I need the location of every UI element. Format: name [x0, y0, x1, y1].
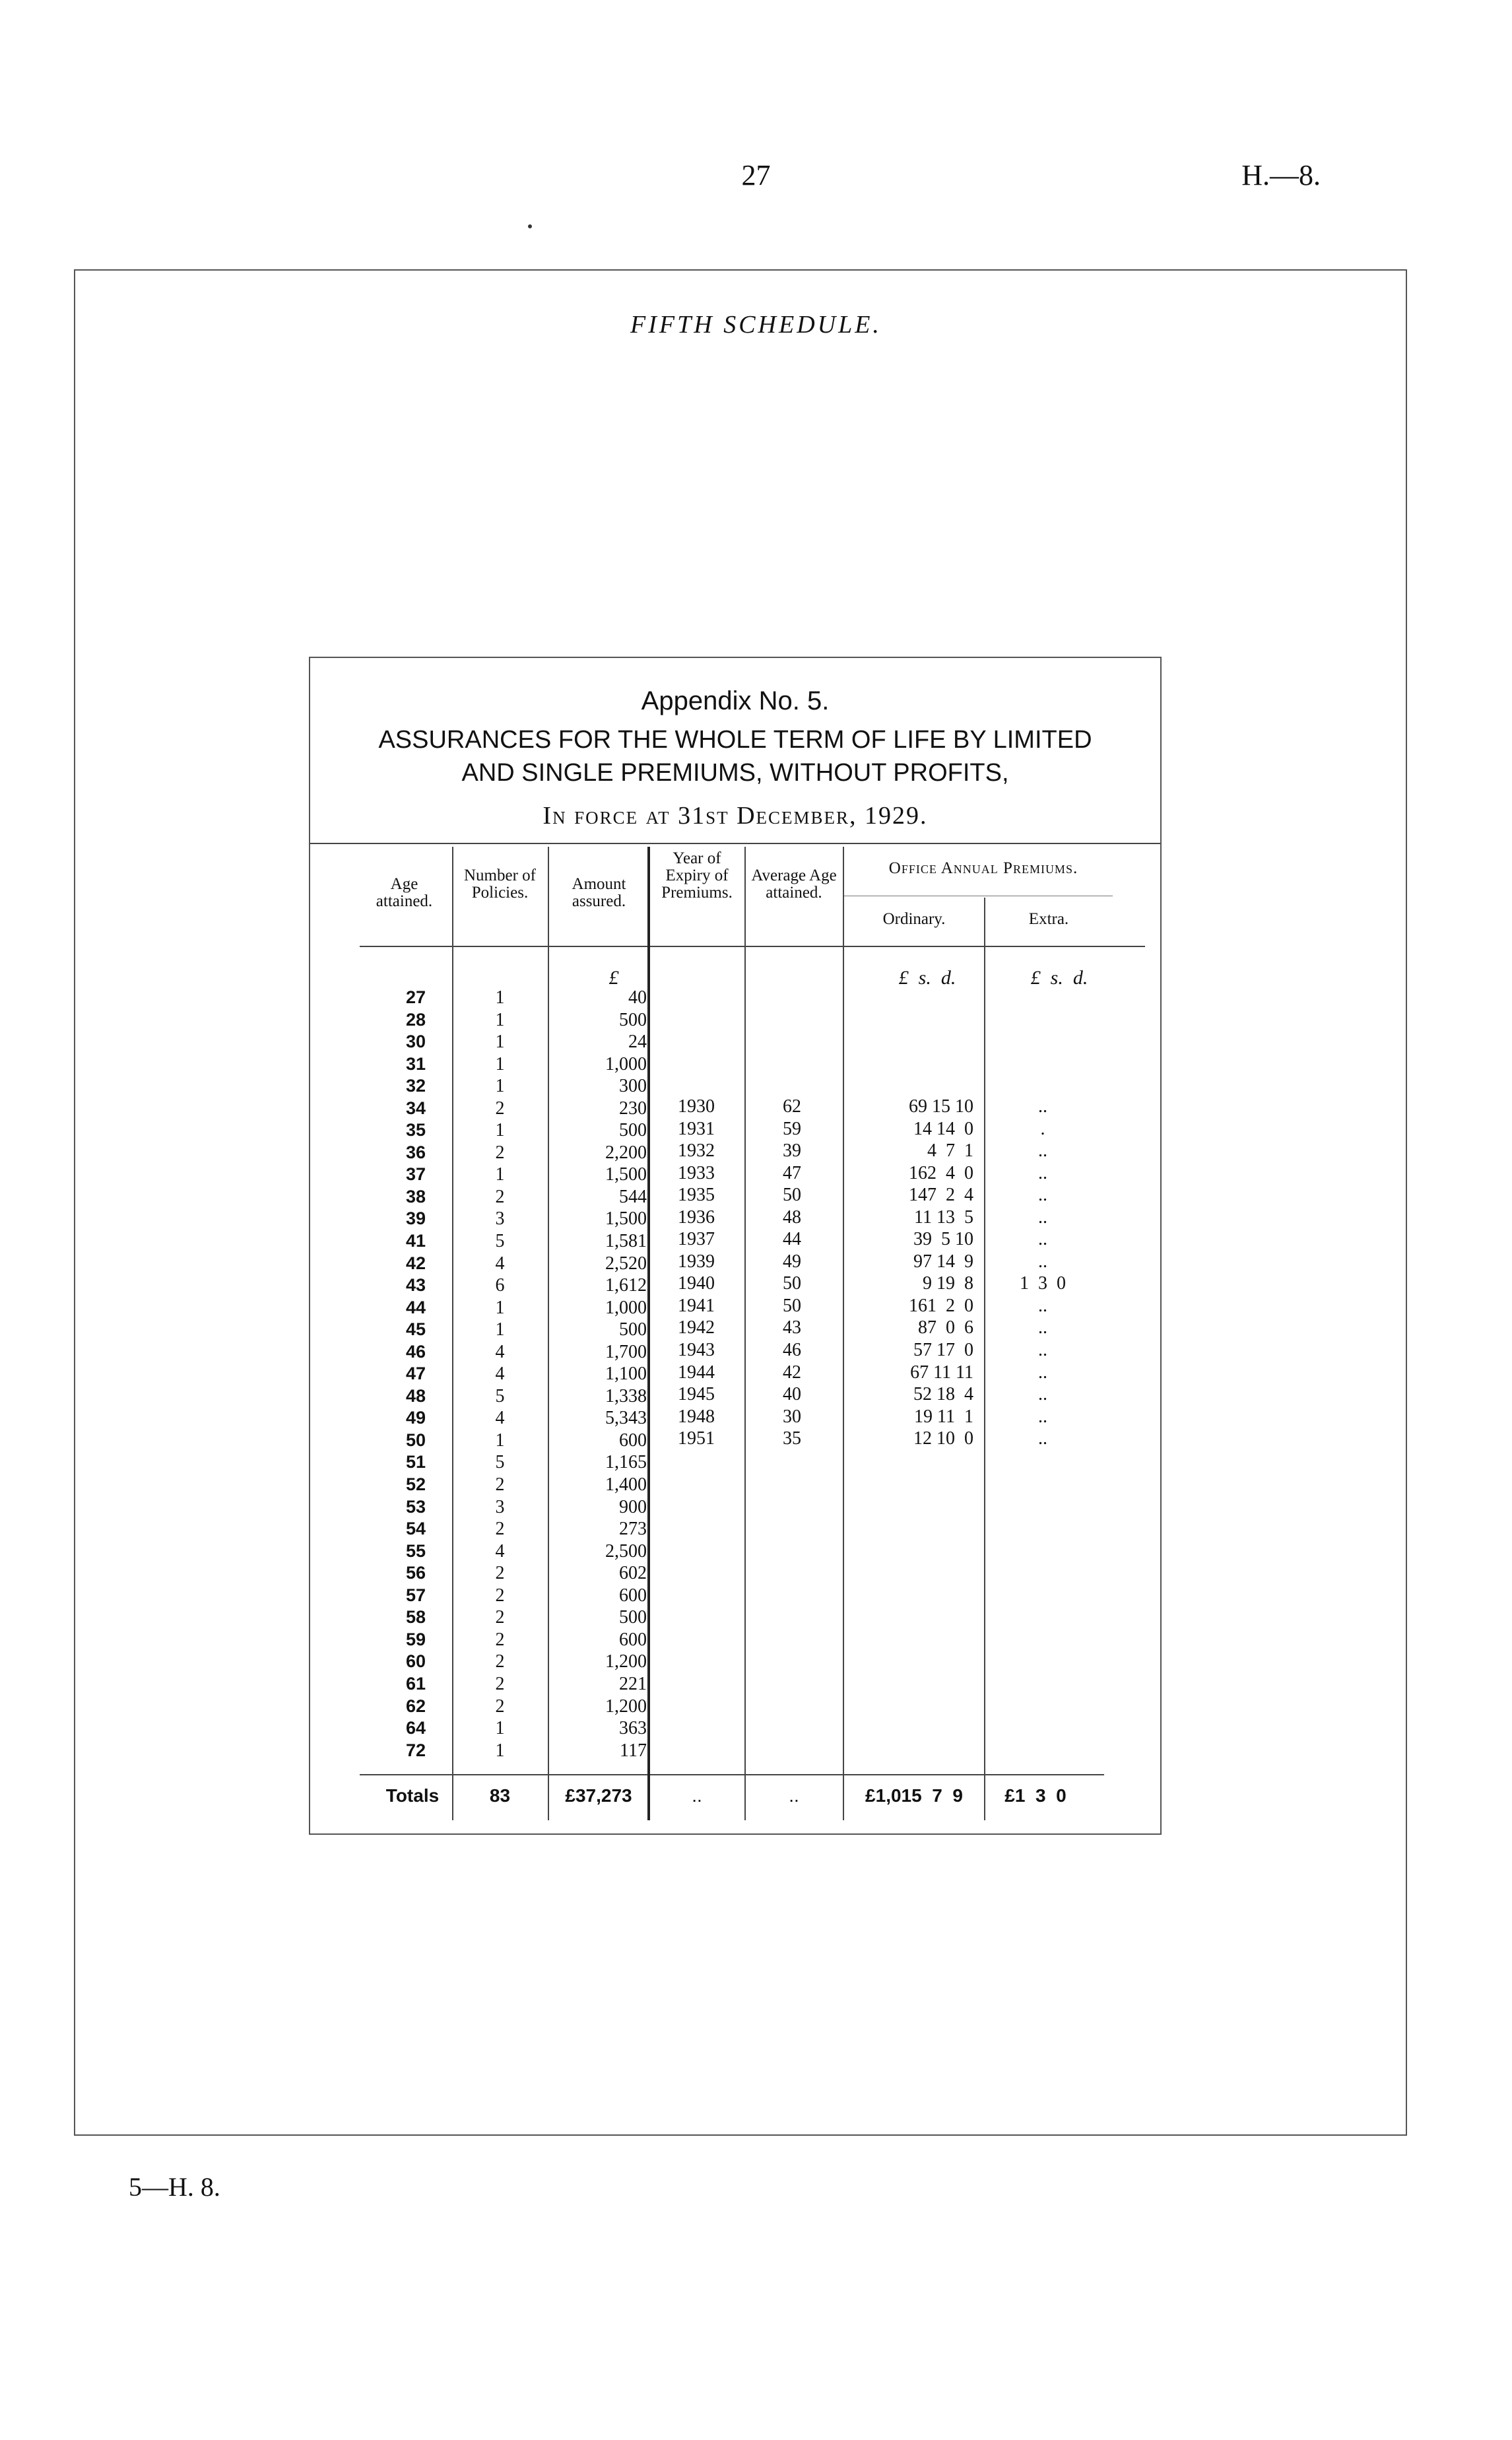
amount-cell: 1,500	[605, 1164, 647, 1185]
number-cell: 5	[495, 1452, 505, 1473]
totals-year: ..	[692, 1785, 702, 1806]
age-cell: 44	[405, 1297, 426, 1317]
age-cell: 56	[405, 1563, 426, 1583]
totals-number: 83	[489, 1785, 511, 1806]
amount-cell: 500	[619, 1607, 647, 1628]
age-cell: 62	[405, 1696, 426, 1716]
number-cell: 1	[495, 1297, 505, 1318]
age-cell: 72	[405, 1740, 426, 1760]
amount-cell: 500	[619, 1120, 647, 1141]
age-cell: 27	[405, 987, 426, 1007]
header-top-rule	[310, 843, 1160, 844]
extra-cell: 1 3 0	[1020, 1273, 1066, 1294]
average-cell: 48	[783, 1206, 801, 1228]
average-age-column	[746, 1096, 838, 1450]
age-cell: 51	[405, 1452, 426, 1472]
number-cell: 4	[495, 1540, 505, 1562]
header-average: Average Age attained.	[751, 867, 837, 902]
amount-cell: 602	[619, 1563, 647, 1584]
extra-cell: ..	[1038, 1096, 1047, 1117]
column-rule	[548, 847, 549, 1820]
header-ordinary: Ordinary.	[882, 910, 946, 928]
extra-cell: ..	[1038, 1206, 1047, 1228]
average-cell: 50	[783, 1273, 801, 1294]
ordinary-cell: 19 11 1	[914, 1406, 973, 1427]
number-cell: 1	[495, 1430, 505, 1451]
age-cell: 28	[405, 1009, 426, 1030]
ordinary-cell: 162 4 0	[909, 1162, 973, 1183]
ordinary-cell: 67 11 11	[910, 1362, 973, 1383]
age-cell: 59	[405, 1629, 426, 1649]
amount-cell: 221	[619, 1673, 647, 1694]
extra-cell: ..	[1038, 1251, 1047, 1272]
year-cell: 1945	[678, 1384, 715, 1405]
age-cell: 55	[405, 1540, 426, 1561]
age-cell: 34	[405, 1098, 426, 1118]
year-column	[650, 1096, 742, 1450]
amount-cell: 273	[619, 1519, 647, 1540]
number-cell: 2	[495, 1186, 505, 1207]
amount-cell: 1,338	[605, 1385, 647, 1406]
number-cell: 2	[495, 1563, 505, 1584]
header-amount: Amount assured.	[572, 875, 626, 910]
ordinary-cell: 14 14 0	[913, 1118, 973, 1139]
amount-cell: 1,700	[605, 1341, 647, 1362]
number-cell: 2	[495, 1696, 505, 1717]
average-cell: 42	[783, 1362, 801, 1383]
amount-cell: 544	[619, 1186, 647, 1207]
age-cell: 52	[405, 1474, 426, 1495]
number-cell: 1	[495, 1319, 505, 1340]
appendix-heading-line1: ASSURANCES FOR THE WHOLE TERM OF LIFE BY LIMITED	[378, 726, 1092, 754]
number-cell: 1	[495, 1164, 505, 1185]
amount-cell: 1,612	[605, 1275, 647, 1296]
extra-cell: ..	[1038, 1185, 1047, 1206]
number-cell: 3	[495, 1496, 505, 1517]
ordinary-cell: 57 17 0	[913, 1340, 973, 1361]
extra-cell: ..	[1038, 1229, 1047, 1250]
number-cell: 2	[495, 1585, 505, 1606]
year-cell: 1932	[678, 1140, 715, 1162]
year-cell: 1937	[678, 1229, 715, 1250]
extra-cell: .	[1040, 1118, 1045, 1139]
amount-cell: 1,500	[605, 1208, 647, 1230]
ordinary-cell: 69 15 10	[909, 1096, 973, 1117]
age-cell: 50	[405, 1430, 426, 1450]
amount-cell: 1,200	[605, 1696, 647, 1717]
amount-cell: 600	[619, 1629, 647, 1650]
column-rule	[843, 847, 844, 1820]
ordinary-cell: 9 19 8	[918, 1273, 973, 1294]
amount-cell: 1,165	[605, 1452, 647, 1473]
number-cell: 1	[495, 1009, 505, 1030]
amount-cell: 300	[619, 1076, 647, 1097]
amount-cell: 230	[619, 1098, 647, 1119]
extra-cell: ..	[1038, 1384, 1047, 1405]
footer-reference: 5—H. 8.	[129, 2172, 220, 2202]
number-cell: 1	[495, 1076, 505, 1097]
amount-cell: 1,000	[605, 1297, 647, 1318]
year-cell: 1942	[678, 1317, 715, 1338]
extra-cell: ..	[1038, 1295, 1047, 1316]
totals-ordinary: £1,015 7 9	[865, 1785, 963, 1806]
ink-speck	[528, 224, 532, 228]
number-cell: 2	[495, 1519, 505, 1540]
extra-cell: ..	[1038, 1140, 1047, 1162]
number-cell: 3	[495, 1208, 505, 1230]
age-cell: 46	[405, 1341, 426, 1362]
number-column	[455, 987, 544, 1762]
average-cell: 35	[783, 1428, 801, 1449]
amount-cell: 2,200	[605, 1142, 647, 1163]
number-cell: 1	[495, 1053, 505, 1074]
year-cell: 1943	[678, 1340, 715, 1361]
document-reference: H.—8.	[1241, 159, 1321, 191]
amount-cell: 900	[619, 1496, 647, 1517]
year-cell: 1941	[678, 1295, 715, 1316]
year-cell: 1935	[678, 1185, 715, 1206]
amount-cell: 24	[628, 1032, 647, 1053]
ordinary-cell: 87 0 6	[918, 1317, 973, 1338]
amount-cell: 40	[628, 987, 647, 1008]
amount-cell: 500	[619, 1319, 647, 1340]
average-cell: 50	[783, 1185, 801, 1206]
number-cell: 2	[495, 1651, 505, 1672]
extra-premium-column	[983, 1096, 1102, 1450]
ordinary-cell: 97 14 9	[913, 1251, 973, 1272]
number-cell: 2	[495, 1142, 505, 1163]
average-cell: 30	[783, 1406, 801, 1427]
number-cell: 4	[495, 1253, 505, 1274]
totals-amount: £37,273	[565, 1785, 632, 1806]
header-year: Year of Expiry of Premiums.	[661, 849, 733, 902]
average-cell: 62	[783, 1096, 801, 1117]
amount-cell: 1,581	[605, 1231, 647, 1252]
number-cell: 2	[495, 1474, 505, 1496]
header-bottom-rule	[360, 946, 1145, 947]
number-cell: 6	[495, 1275, 505, 1296]
number-cell: 1	[495, 1740, 505, 1761]
age-cell: 61	[405, 1673, 426, 1694]
extra-cell: ..	[1038, 1406, 1047, 1427]
average-cell: 46	[783, 1340, 801, 1361]
amount-cell: 2,520	[605, 1253, 647, 1274]
extra-cell: ..	[1038, 1362, 1047, 1383]
header-age: Age attained.	[376, 875, 433, 910]
year-cell: 1951	[678, 1428, 715, 1449]
age-cell: 58	[405, 1607, 426, 1628]
average-cell: 47	[783, 1162, 801, 1183]
schedule-title: FIFTH SCHEDULE.	[630, 311, 882, 339]
amount-cell: 1,400	[605, 1474, 647, 1496]
amount-cell: 5,343	[605, 1408, 647, 1429]
age-cell: 31	[405, 1053, 426, 1074]
year-cell: 1948	[678, 1406, 715, 1427]
extra-cell: ..	[1038, 1340, 1047, 1361]
age-cell: 49	[405, 1408, 426, 1428]
age-cell: 48	[405, 1385, 426, 1406]
age-cell: 43	[405, 1275, 426, 1296]
year-cell: 1940	[678, 1273, 715, 1294]
appendix-heading-line2: AND SINGLE PREMIUMS, WITHOUT PROFITS,	[461, 759, 1009, 787]
age-cell: 37	[405, 1164, 426, 1185]
ordinary-cell: 52 18 4	[913, 1384, 973, 1405]
extra-cell: ..	[1038, 1428, 1047, 1449]
amount-cell: 117	[620, 1740, 647, 1761]
amount-cell: 1,000	[605, 1053, 647, 1074]
amount-cell: 1,100	[605, 1364, 647, 1385]
average-cell: 59	[783, 1118, 801, 1139]
amount-cell: 600	[619, 1430, 647, 1451]
year-cell: 1933	[678, 1162, 715, 1183]
year-cell: 1931	[678, 1118, 715, 1139]
amount-cell: 363	[619, 1718, 647, 1739]
header-extra: Extra.	[1028, 910, 1069, 928]
age-cell: 38	[405, 1186, 426, 1206]
ordinary-currency-units: £ s. d.	[898, 967, 956, 989]
totals-label: Totals	[385, 1785, 440, 1806]
number-cell: 1	[495, 1120, 505, 1141]
page-number: 27	[741, 159, 771, 191]
age-cell: 36	[405, 1142, 426, 1162]
appendix-title: Appendix No. 5.	[641, 686, 830, 715]
extra-cell: ..	[1038, 1317, 1047, 1338]
number-cell: 5	[495, 1385, 505, 1406]
age-cell: 54	[405, 1519, 426, 1539]
amount-cell: 2,500	[605, 1540, 647, 1562]
age-cell: 60	[405, 1651, 426, 1672]
number-cell: 4	[495, 1408, 505, 1429]
age-cell: 57	[405, 1585, 426, 1605]
number-cell: 2	[495, 1607, 505, 1628]
extra-cell: ..	[1038, 1162, 1047, 1183]
ordinary-cell: 11 13 5	[914, 1206, 973, 1228]
ordinary-cell: 147 2 4	[909, 1185, 973, 1206]
totals-average: ..	[789, 1785, 799, 1806]
ordinary-cell: 4 7 1	[923, 1140, 973, 1162]
age-cell: 53	[405, 1496, 426, 1517]
year-cell: 1936	[678, 1206, 715, 1228]
extra-currency-units: £ s. d.	[1030, 967, 1088, 989]
average-cell: 40	[783, 1384, 801, 1405]
number-cell: 4	[495, 1364, 505, 1385]
amount-column	[551, 987, 647, 1762]
average-cell: 50	[783, 1295, 801, 1316]
header-premiums-group: Office Annual Premiums.	[888, 859, 1078, 877]
ordinary-cell: 12 10 0	[913, 1428, 973, 1449]
number-cell: 1	[495, 1718, 505, 1739]
ordinary-cell: 39 5 10	[913, 1229, 973, 1250]
number-cell: 2	[495, 1098, 505, 1119]
average-cell: 44	[783, 1229, 801, 1250]
age-cell: 39	[405, 1208, 426, 1229]
year-cell: 1944	[678, 1362, 715, 1383]
average-cell: 39	[783, 1140, 801, 1162]
age-cell: 45	[405, 1319, 426, 1340]
ordinary-premium-column	[865, 1096, 973, 1450]
number-cell: 1	[495, 1032, 505, 1053]
totals-extra: £1 3 0	[1004, 1785, 1067, 1806]
year-cell: 1930	[678, 1096, 715, 1117]
age-cell: 47	[405, 1364, 426, 1384]
average-cell: 49	[783, 1251, 801, 1272]
header-number: Number of Policies.	[464, 867, 536, 902]
number-cell: 2	[495, 1629, 505, 1650]
age-cell: 64	[405, 1718, 426, 1738]
average-cell: 43	[783, 1317, 801, 1338]
amount-cell: 1,200	[605, 1651, 647, 1672]
age-cell: 41	[405, 1231, 426, 1251]
amount-cell: 500	[619, 1009, 647, 1030]
age-cell: 32	[405, 1076, 426, 1096]
totals-rule	[360, 1774, 1104, 1775]
age-cell: 35	[405, 1120, 426, 1140]
age-column	[366, 987, 465, 1762]
in-force-date: In force at 31st December, 1929.	[542, 802, 928, 830]
amount-cell: 600	[619, 1585, 647, 1606]
amount-currency-symbol: £	[608, 967, 619, 989]
number-cell: 2	[495, 1673, 505, 1694]
ordinary-cell: 161 2 0	[909, 1295, 973, 1316]
age-cell: 42	[405, 1253, 426, 1273]
number-cell: 5	[495, 1231, 505, 1252]
number-cell: 4	[495, 1341, 505, 1362]
age-cell: 30	[405, 1032, 426, 1052]
year-cell: 1939	[678, 1251, 715, 1272]
number-cell: 1	[495, 987, 505, 1008]
